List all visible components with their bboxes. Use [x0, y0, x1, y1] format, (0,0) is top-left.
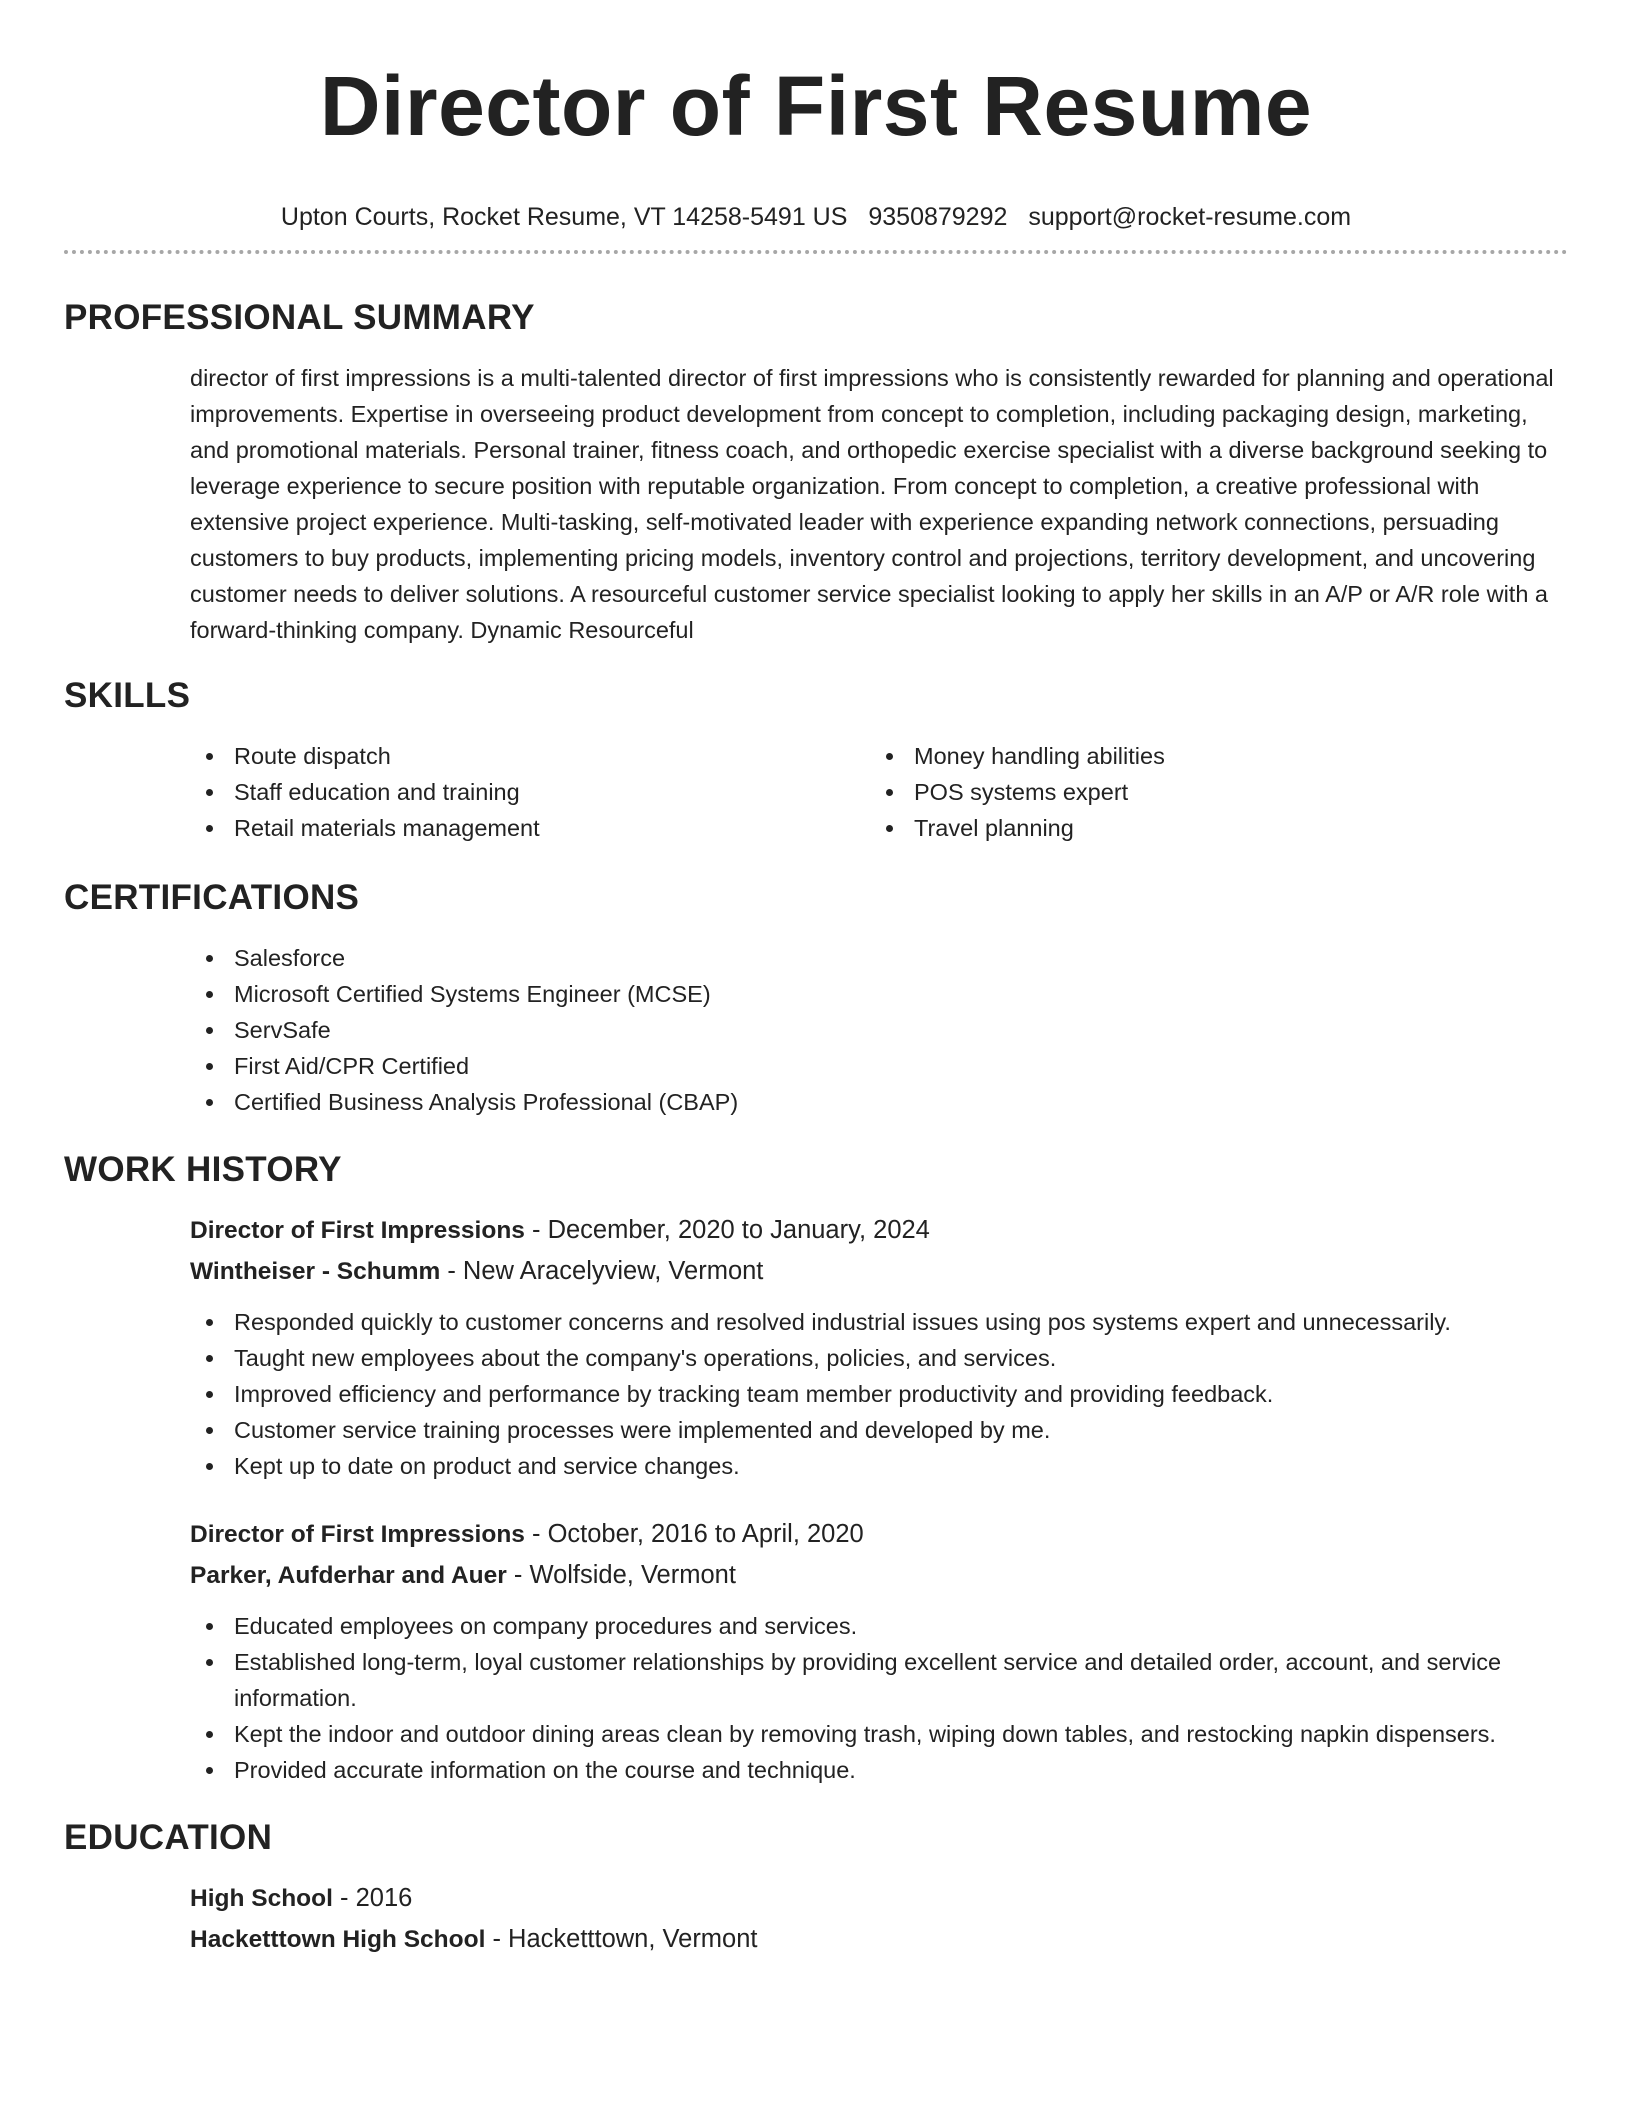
skills-section — [64, 674, 1568, 846]
job-duties-list — [190, 1608, 1568, 1788]
job-duty: Improved efficiency and performance by tracking team member productivity and providing feedback. — [190, 1376, 1568, 1412]
job-company: Parker, Aufderhar and Auer — [190, 1562, 507, 1589]
education-year: - 2016 — [332, 1884, 413, 1912]
job-duties-list — [190, 1304, 1568, 1484]
skill-item: Money handling abilities — [870, 738, 1550, 774]
job-duty: Responded quickly to customer concerns and resolved industrial issues using pos systems expert and unnecessarily. — [190, 1304, 1568, 1340]
job-duty: Taught new employees about the company's operations, policies, and services. — [190, 1340, 1568, 1376]
job-entry — [190, 1210, 1568, 1484]
contact-address: Upton Courts, Rocket Resume, VT 14258-5491 US — [280, 203, 848, 231]
job-dates: - October, 2016 to April, 2020 — [524, 1520, 864, 1548]
job-role: Director of First Impressions — [190, 1217, 525, 1244]
certification-item: ServSafe — [190, 1012, 1568, 1048]
job-company: Wintheiser - Schumm — [190, 1258, 441, 1285]
resume-header — [64, 56, 1568, 234]
job-duty: Established long-term, loyal customer relationships by providing excellent service and detailed order, account, and service information. — [190, 1644, 1568, 1716]
skills-grid — [64, 738, 1568, 846]
education-heading: EDUCATION — [64, 1818, 273, 1857]
job-location: - New Aracelyview, Vermont — [440, 1257, 764, 1285]
job-role: Director of First Impressions — [190, 1521, 525, 1548]
skill-item: Retail materials management — [190, 810, 870, 846]
skills-list-left — [190, 738, 870, 846]
education-school-line — [190, 1919, 1568, 1960]
skill-item: Staff education and training — [190, 774, 870, 810]
summary-text: director of first impressions is a multi-talented director of first impressions who is consistently rewarded for planning and operational improvements. Expertise in overseeing product development from concept to completion, including packaging design, marketing, and promotional materials. Personal trainer, fitness coach, and orthopedic exercise specialist with a diverse background seeking to leverage experience to secure position with reputable organization. From concept to completion, a creative professional with extensive project experience. Multi-tasking, self-motivated leader with experience expanding network connections, persuading customers to buy products, implementing pricing models, inventory control and projections, territory development, and uncovering customer needs to deliver solutions. A resourceful customer service specialist looking to apply her skills in an A/P or A/R role with a forward-thinking company. Dynamic Resourceful — [190, 365, 1554, 643]
certifications-list — [190, 940, 1568, 1120]
contact-phone: 9350879292 — [868, 203, 1008, 231]
header-divider — [64, 250, 1568, 254]
job-duty: Kept the indoor and outdoor dining areas clean by removing trash, wiping down tables, and restocking napkin dispensers. — [190, 1716, 1568, 1752]
job-entry — [190, 1514, 1568, 1788]
resume-title: Director of First Resume — [319, 59, 1313, 153]
job-duty: Kept up to date on product and service changes. — [190, 1448, 1568, 1484]
contact-line — [64, 200, 1568, 234]
job-company-line — [190, 1251, 1568, 1292]
certifications-heading: CERTIFICATIONS — [64, 878, 360, 917]
job-title-line — [190, 1210, 1568, 1251]
certification-item: Microsoft Certified Systems Engineer (MCSE) — [190, 976, 1568, 1012]
certification-item: Certified Business Analysis Professional (CBAP) — [190, 1084, 1568, 1120]
job-dates: - December, 2020 to January, 2024 — [524, 1216, 930, 1244]
skill-item: Travel planning — [870, 810, 1550, 846]
job-duty: Provided accurate information on the course and technique. — [190, 1752, 1568, 1788]
job-title-line — [190, 1514, 1568, 1555]
certifications-section — [64, 876, 1568, 1120]
work-history-section — [64, 1148, 1568, 1788]
education-entry — [190, 1878, 1568, 1960]
job-location: - Wolfside, Vermont — [506, 1561, 736, 1589]
job-duty: Educated employees on company procedures and services. — [190, 1608, 1568, 1644]
education-school: Hacketttown High School — [190, 1926, 486, 1953]
job-company-line — [190, 1555, 1568, 1596]
summary-section — [64, 296, 1568, 648]
certification-item: Salesforce — [190, 940, 1568, 976]
skills-heading: SKILLS — [64, 676, 191, 715]
education-degree-line — [190, 1878, 1568, 1919]
skill-item: Route dispatch — [190, 738, 870, 774]
education-section — [64, 1816, 1568, 1960]
education-degree: High School — [190, 1885, 333, 1912]
contact-email: support@rocket-resume.com — [1028, 203, 1352, 231]
education-location: - Hacketttown, Vermont — [485, 1925, 758, 1953]
work-history-heading: WORK HISTORY — [64, 1150, 342, 1189]
skills-list-right — [870, 738, 1550, 846]
certification-item: First Aid/CPR Certified — [190, 1048, 1568, 1084]
skill-item: POS systems expert — [870, 774, 1550, 810]
job-duty: Customer service training processes were implemented and developed by me. — [190, 1412, 1568, 1448]
summary-heading: PROFESSIONAL SUMMARY — [64, 298, 535, 337]
